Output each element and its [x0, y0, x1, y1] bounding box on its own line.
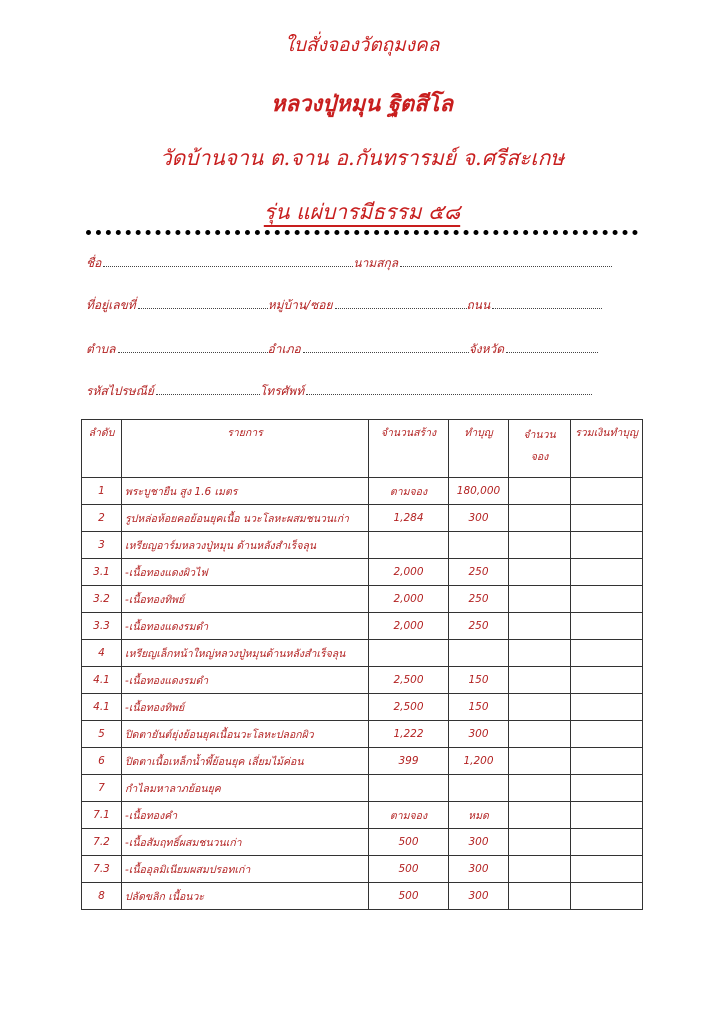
row-qty-booked[interactable] [509, 694, 571, 721]
row-donation [449, 640, 509, 667]
row-item: ปิดตาเนื้อเหล็กน้ำพี้ย้อนยุค เลี่ยมไม้ค่อน [122, 748, 369, 775]
row-item: -เนื้ออุลมิเนียมผสมปรอทเก่า [122, 856, 369, 883]
postcode-field[interactable] [156, 384, 260, 395]
row-item: -เนื้อทองแดงรมดำ [122, 613, 369, 640]
row-donation: หมด [449, 802, 509, 829]
district-label: อำเภอ [267, 342, 301, 356]
table-row [82, 667, 643, 694]
row-qty-booked[interactable] [509, 775, 571, 802]
table-row [82, 694, 643, 721]
row-qty-booked[interactable] [509, 667, 571, 694]
row-qty-booked[interactable] [509, 748, 571, 775]
table-row [82, 586, 643, 613]
phone-label: โทรศัพท์ [259, 384, 305, 398]
row-qty-booked[interactable] [509, 829, 571, 856]
surname-field[interactable] [400, 256, 612, 267]
row-qty-made: 2,000 [369, 559, 449, 586]
row-donation: 300 [449, 721, 509, 748]
subdistrict-label: ตำบล [86, 342, 116, 356]
row-qty-made: 1,284 [369, 505, 449, 532]
name-field[interactable] [103, 256, 353, 267]
row-total[interactable] [571, 640, 643, 667]
table-row [82, 856, 643, 883]
row-number: 7.1 [82, 802, 122, 829]
phone-field[interactable] [306, 384, 592, 395]
row-qty-booked[interactable] [509, 856, 571, 883]
row-donation: 1,200 [449, 748, 509, 775]
row-item: ปิดตายันต์ยุ่งย้อนยุคเนื้อนวะโลหะปลอกผิว [122, 721, 369, 748]
province-label: จังหวัด [468, 342, 505, 356]
row-qty-made: 2,500 [369, 667, 449, 694]
locality-row [86, 340, 646, 359]
row-number: 7.2 [82, 829, 122, 856]
row-donation: 300 [449, 883, 509, 910]
table-row [82, 613, 643, 640]
table-row [82, 883, 643, 910]
row-qty-made [369, 640, 449, 667]
row-qty-made: 500 [369, 883, 449, 910]
row-item: -เนื้อทองคำ [122, 802, 369, 829]
row-donation: 300 [449, 856, 509, 883]
row-total[interactable] [571, 667, 643, 694]
row-qty-made: ตามจอง [369, 802, 449, 829]
table-row [82, 478, 643, 505]
row-qty-booked[interactable] [509, 532, 571, 559]
row-donation [449, 532, 509, 559]
row-item: -เนื้อทองทิพย์ [122, 694, 369, 721]
row-qty-booked[interactable] [509, 478, 571, 505]
row-total[interactable] [571, 802, 643, 829]
row-donation: 300 [449, 829, 509, 856]
header-donation: ทำบุญ [449, 420, 509, 478]
header-no: ลำดับ [82, 420, 122, 478]
row-item: ปลัดขลิก เนื้อนวะ [122, 883, 369, 910]
table-row [82, 640, 643, 667]
form-title: ใบสั่งจองวัตถุมงคล [284, 34, 440, 56]
row-qty-booked[interactable] [509, 721, 571, 748]
row-qty-made: 500 [369, 829, 449, 856]
row-qty-booked[interactable] [509, 802, 571, 829]
row-item: -เนื้อสัมฤทธิ์ผสมชนวนเก่า [122, 829, 369, 856]
table-row [82, 505, 643, 532]
row-total[interactable] [571, 694, 643, 721]
row-qty-booked[interactable] [509, 640, 571, 667]
row-number: 8 [82, 883, 122, 910]
row-qty-made [369, 532, 449, 559]
row-qty-made: 2,000 [369, 613, 449, 640]
row-total[interactable] [571, 829, 643, 856]
row-item: พระบูชายืน สูง 1.6 เมตร [122, 478, 369, 505]
row-qty-booked[interactable] [509, 883, 571, 910]
row-item: -เนื้อทองทิพย์ [122, 586, 369, 613]
subdistrict-field[interactable] [118, 342, 268, 353]
row-qty-made: 2,000 [369, 586, 449, 613]
header-qty-made: จำนวนสร้าง [369, 420, 449, 478]
row-qty-made [369, 775, 449, 802]
row-number: 7.3 [82, 856, 122, 883]
row-qty-booked[interactable] [509, 559, 571, 586]
district-field[interactable] [303, 342, 469, 353]
row-number: 4.1 [82, 667, 122, 694]
row-number: 4 [82, 640, 122, 667]
row-total[interactable] [571, 559, 643, 586]
row-qty-made: 1,222 [369, 721, 449, 748]
row-donation: 150 [449, 694, 509, 721]
monk-name: หลวงปู่หมุน ฐิตสีโล [271, 91, 453, 117]
province-field[interactable] [506, 342, 598, 353]
row-total[interactable] [571, 478, 643, 505]
header-qty-booked-line2: จอง [530, 451, 549, 463]
table-row [82, 775, 643, 802]
row-number: 3 [82, 532, 122, 559]
address-label: ที่อยู่เลขที่ [86, 298, 136, 312]
row-total[interactable] [571, 613, 643, 640]
row-number: 1 [82, 478, 122, 505]
header-qty-booked [509, 420, 571, 478]
row-item: -เนื้อทองแดงผิวไฟ [122, 559, 369, 586]
header-total: รวมเงินทำบุญ [571, 420, 643, 478]
row-total[interactable] [571, 883, 643, 910]
row-qty-made: 399 [369, 748, 449, 775]
row-qty-booked[interactable] [509, 613, 571, 640]
village-field[interactable] [335, 298, 467, 309]
row-total[interactable] [571, 775, 643, 802]
row-item: เหรียญอาร์มหลวงปู่หมุน ด้านหลังสำเร็จลุน [122, 532, 369, 559]
row-total[interactable] [571, 505, 643, 532]
contact-row [86, 382, 646, 401]
row-qty-made: 500 [369, 856, 449, 883]
table-row [82, 748, 643, 775]
row-donation: 150 [449, 667, 509, 694]
table-row [82, 802, 643, 829]
table-header-row [82, 420, 643, 478]
address-row [86, 296, 646, 315]
row-total[interactable] [571, 748, 643, 775]
temple-address: วัดบ้านจาน ต.จาน อ.กันทรารมย์ จ.ศรีสะเกษ [159, 146, 565, 170]
row-item: -เนื้อทองแดงรมดำ [122, 667, 369, 694]
row-number: 3.1 [82, 559, 122, 586]
row-donation: 300 [449, 505, 509, 532]
table-row [82, 559, 643, 586]
row-qty-booked[interactable] [509, 505, 571, 532]
row-donation: 180,000 [449, 478, 509, 505]
table-row [82, 829, 643, 856]
row-total[interactable] [571, 532, 643, 559]
row-qty-made: 2,500 [369, 694, 449, 721]
address-field[interactable] [138, 298, 268, 309]
row-donation: 250 [449, 613, 509, 640]
dotted-divider [86, 230, 638, 235]
booking-table [81, 419, 643, 910]
row-number: 7 [82, 775, 122, 802]
row-number: 4.1 [82, 694, 122, 721]
row-number: 6 [82, 748, 122, 775]
row-number: 2 [82, 505, 122, 532]
table-row [82, 721, 643, 748]
row-donation: 250 [449, 559, 509, 586]
row-item: กำไลมหาลาภย้อนยุค [122, 775, 369, 802]
row-number: 3.2 [82, 586, 122, 613]
row-qty-made: ตามจอง [369, 478, 449, 505]
row-total[interactable] [571, 721, 643, 748]
row-qty-booked[interactable] [509, 586, 571, 613]
row-number: 5 [82, 721, 122, 748]
road-field[interactable] [492, 298, 602, 309]
row-donation: 250 [449, 586, 509, 613]
table-row [82, 532, 643, 559]
row-item: เหรียญเล็กหน้าใหญ่หลวงปู่หมุนด้านหลังสำเร็จลุน [122, 640, 369, 667]
row-total[interactable] [571, 856, 643, 883]
surname-label: นามสกุล [353, 256, 399, 270]
name-label: ชื่อ [86, 256, 102, 270]
road-label: ถนน [466, 298, 491, 312]
row-donation [449, 775, 509, 802]
header-item: รายการ [122, 420, 369, 478]
name-row [86, 254, 646, 273]
header-qty-booked-line1: จำนวน [523, 429, 556, 441]
row-total[interactable] [571, 586, 643, 613]
row-number: 3.3 [82, 613, 122, 640]
row-item: รูปหล่อห้อยคอย้อนยุคเนื้อ นวะโลหะผสมชนวนเก่า [122, 505, 369, 532]
postcode-label: รหัสไปรษณีย์ [86, 384, 154, 398]
edition-name: รุ่น แผ่บารมีธรรม ๕๘ [263, 200, 461, 224]
village-label: หมู่บ้าน/ซอย [267, 298, 333, 312]
